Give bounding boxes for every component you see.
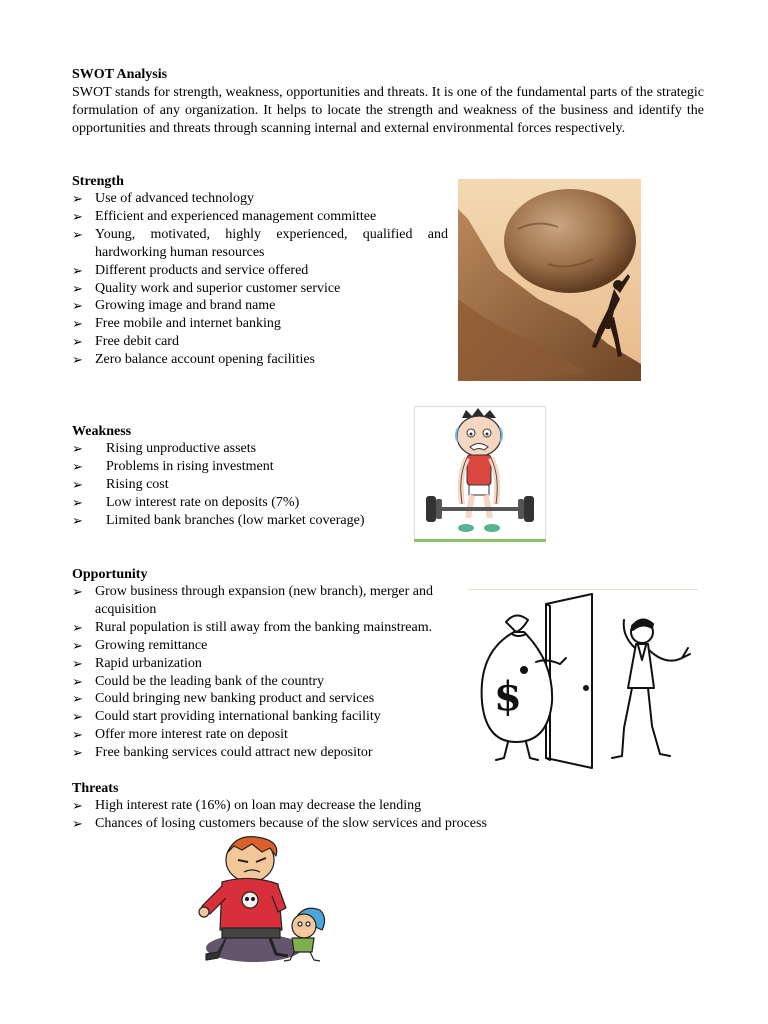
list-item: ➢ Could be the leading bank of the country	[72, 673, 324, 689]
list-item: ➢ High interest rate (16%) on loan may decrease the lending	[72, 798, 422, 813]
bullet-arrow-icon: ➢	[72, 476, 83, 492]
bullet-arrow-icon: ➢	[72, 619, 83, 635]
threats-list	[72, 797, 592, 833]
list-item: ➢ Use of advanced technology	[72, 191, 254, 206]
bullet-arrow-icon: ➢	[72, 655, 83, 671]
bullet-arrow-icon: ➢	[72, 815, 83, 831]
weakness-heading: Weakness	[72, 424, 132, 439]
weightlifter-struggling-illustration	[414, 406, 546, 542]
list-item: ➢ Free mobile and internet banking	[72, 316, 281, 332]
bullet-arrow-icon: ➢	[72, 316, 83, 332]
list-item: ➢ Could bringing new banking product and services	[72, 691, 375, 707]
bullet-arrow-icon: ➢	[72, 512, 83, 528]
intro-paragraph: SWOT stands for strength, weakness, opportunities and threats. It is one of the fundamental parts of the strategic formulation of any organization. It helps to locate the strength and weakness of the business and identify the opportunities and threats through scanning internal and external environmental forces respectively.	[72, 85, 704, 136]
list-item: ➢ Chances of losing customers because of the slow services and process	[72, 815, 487, 831]
bullet-arrow-icon: ➢	[72, 458, 83, 474]
bullet-arrow-icon: ➢	[72, 494, 83, 510]
list-item: ➢ Rising cost	[72, 476, 169, 492]
svg-text:$: $	[494, 673, 522, 720]
list-item: ➢ Free banking services could attract new depositor	[72, 745, 373, 761]
bullet-arrow-icon: ➢	[72, 673, 83, 689]
list-item: ➢ Different products and service offered	[72, 262, 309, 278]
list-item: ➢ Growing remittance	[72, 637, 208, 653]
bullet-arrow-icon: ➢	[72, 584, 83, 599]
list-item: ➢ Zero balance account opening facilities	[72, 352, 316, 368]
list-item: ➢ Rising unproductive assets	[72, 441, 257, 456]
opportunity-list	[72, 583, 464, 762]
strength-list	[72, 190, 448, 369]
list-item: ➢ Limited bank branches (low market coverage)	[72, 512, 365, 528]
list-item: ➢ Low interest rate on deposits (7%)	[72, 494, 300, 510]
list-item: ➢ Growing image and brand name	[72, 298, 276, 314]
weakness-list	[72, 440, 402, 530]
bullet-arrow-icon: ➢	[72, 191, 83, 206]
bully-and-small-kid-illustration	[192, 834, 330, 966]
bullet-arrow-icon: ➢	[72, 441, 83, 456]
bullet-arrow-icon: ➢	[72, 709, 83, 725]
bullet-arrow-icon: ➢	[72, 298, 83, 314]
list-item: ➢ Offer more interest rate on deposit	[72, 727, 288, 743]
bullet-arrow-icon: ➢	[72, 745, 83, 761]
threats-heading: Threats	[72, 781, 119, 796]
list-item: ➢ Young, motivated, highly experienced, qualified and hardworking human resources	[72, 226, 448, 260]
list-item: ➢ Free debit card	[72, 334, 179, 350]
bullet-arrow-icon: ➢	[72, 262, 83, 278]
bullet-arrow-icon: ➢	[72, 691, 83, 707]
bullet-arrow-icon: ➢	[72, 352, 83, 368]
list-item: ➢ Problems in rising investment	[72, 458, 274, 474]
list-item: ➢ Rural population is still away from the banking mainstream.	[72, 619, 433, 635]
bullet-arrow-icon: ➢	[72, 798, 83, 813]
bullet-arrow-icon: ➢	[72, 334, 83, 350]
bullet-arrow-icon: ➢	[72, 637, 83, 653]
document-title: SWOT Analysis	[72, 67, 168, 82]
list-item: ➢ Efficient and experienced management committee	[72, 208, 377, 224]
strength-heading: Strength	[72, 174, 124, 189]
list-item: ➢ Could start providing international banking facility	[72, 709, 381, 725]
opportunity-heading: Opportunity	[72, 567, 148, 582]
money-bag-knocking-door-illustration	[476, 592, 698, 772]
man-pushing-boulder-illustration	[458, 179, 641, 381]
bullet-arrow-icon: ➢	[72, 226, 83, 242]
divider	[468, 589, 698, 590]
bullet-arrow-icon: ➢	[72, 280, 83, 296]
bullet-arrow-icon: ➢	[72, 208, 83, 224]
list-item: ➢ Quality work and superior customer service	[72, 280, 341, 296]
list-item: ➢ Grow business through expansion (new branch), merger and acquisition	[72, 584, 433, 617]
bullet-arrow-icon: ➢	[72, 727, 83, 743]
list-item: ➢ Rapid urbanization	[72, 655, 202, 671]
